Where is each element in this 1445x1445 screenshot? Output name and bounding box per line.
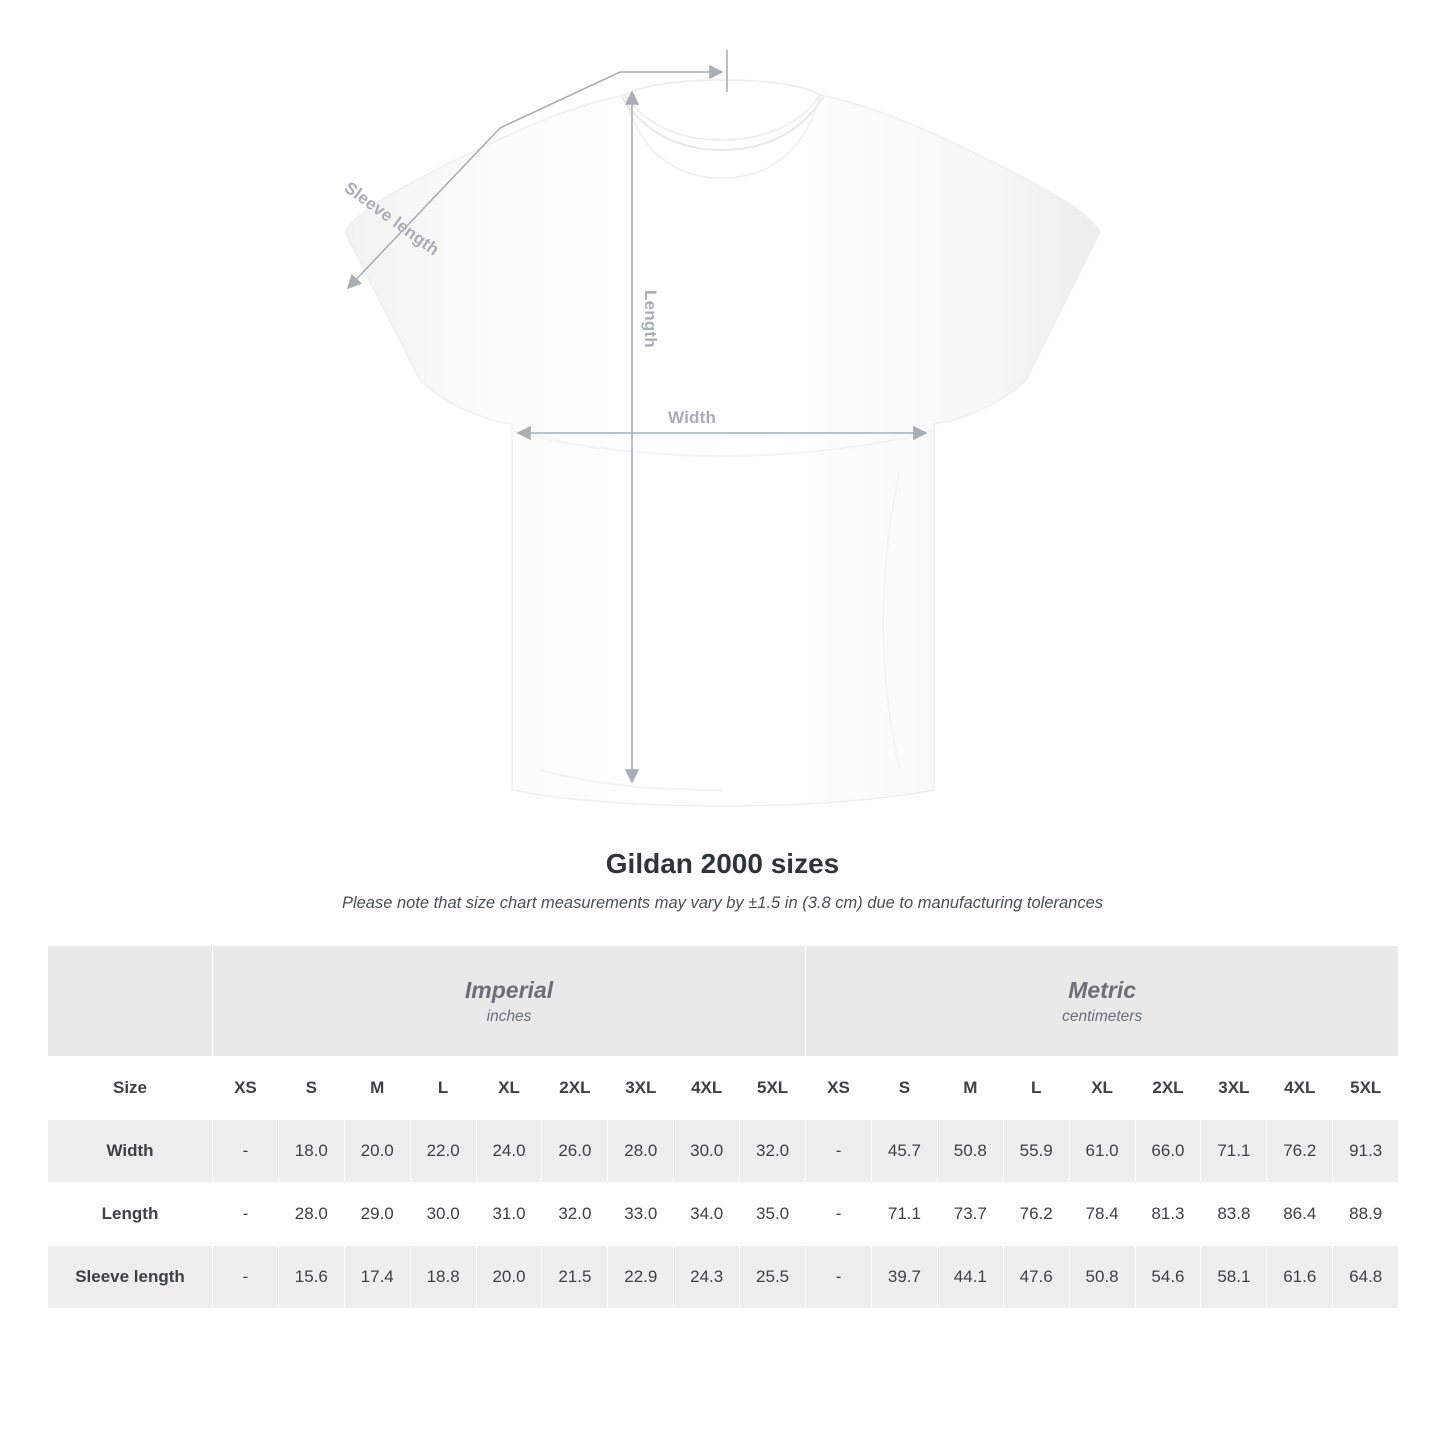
- size-header-row: [48, 1057, 1399, 1120]
- cell-length-metric-4xl: 86.4: [1267, 1183, 1333, 1246]
- cell-width-metric-4xl: 76.2: [1267, 1120, 1333, 1183]
- unit-header-metric: [806, 946, 1399, 1057]
- cell-length-imperial-2xl: 32.0: [542, 1183, 608, 1246]
- cell-sleeve-metric-4xl: 61.6: [1267, 1246, 1333, 1309]
- column-header-imperial-5xl: 5XL: [740, 1057, 806, 1120]
- column-header-metric-2xl: 2XL: [1135, 1057, 1201, 1120]
- column-header-metric-4xl: 4XL: [1267, 1057, 1333, 1120]
- cell-width-metric-5xl: 91.3: [1333, 1120, 1399, 1183]
- cell-sleeve-imperial-3xl: 22.9: [608, 1246, 674, 1309]
- unit-name-inches: inches: [486, 1007, 532, 1025]
- cell-sleeve-imperial-l: 18.8: [410, 1246, 476, 1309]
- cell-sleeve-metric-xl: 50.8: [1069, 1246, 1135, 1309]
- column-header-imperial-xl: XL: [476, 1057, 542, 1120]
- size-table-wrapper: [47, 945, 1398, 1309]
- unit-header-imperial: [213, 946, 806, 1057]
- cell-sleeve-imperial-5xl: 25.5: [740, 1246, 806, 1309]
- unit-system-imperial: Imperial: [464, 977, 554, 1004]
- cell-sleeve-metric-l: 47.6: [1003, 1246, 1069, 1309]
- cell-length-metric-xl: 78.4: [1069, 1183, 1135, 1246]
- cell-width-imperial-5xl: 32.0: [740, 1120, 806, 1183]
- cell-length-metric-xs: -: [806, 1183, 872, 1246]
- cell-length-imperial-s: 28.0: [278, 1183, 344, 1246]
- width-dimension-label: Width: [668, 408, 717, 427]
- column-header-imperial-4xl: 4XL: [674, 1057, 740, 1120]
- cell-sleeve-imperial-m: 17.4: [344, 1246, 410, 1309]
- length-dimension-label: Length: [641, 290, 660, 348]
- row-label-width: Width: [48, 1120, 213, 1183]
- column-header-imperial-m: M: [344, 1057, 410, 1120]
- cell-width-metric-m: 50.8: [937, 1120, 1003, 1183]
- cell-length-imperial-m: 29.0: [344, 1183, 410, 1246]
- cell-width-imperial-4xl: 30.0: [674, 1120, 740, 1183]
- column-header-metric-3xl: 3XL: [1201, 1057, 1267, 1120]
- table-row: [48, 1246, 1399, 1309]
- cell-length-metric-l: 76.2: [1003, 1183, 1069, 1246]
- row-label-length: Length: [48, 1183, 213, 1246]
- cell-length-imperial-xl: 31.0: [476, 1183, 542, 1246]
- cell-sleeve-imperial-xl: 20.0: [476, 1246, 542, 1309]
- column-header-imperial-l: L: [410, 1057, 476, 1120]
- cell-length-imperial-3xl: 33.0: [608, 1183, 674, 1246]
- column-header-metric-xs: XS: [806, 1057, 872, 1120]
- column-header-metric-m: M: [937, 1057, 1003, 1120]
- unit-name-centimeters: centimeters: [1062, 1007, 1143, 1025]
- size-table: [47, 945, 1399, 1309]
- column-header-metric-5xl: 5XL: [1333, 1057, 1399, 1120]
- cell-length-metric-5xl: 88.9: [1333, 1183, 1399, 1246]
- column-header-metric-l: L: [1003, 1057, 1069, 1120]
- cell-sleeve-imperial-2xl: 21.5: [542, 1246, 608, 1309]
- unit-header-row: [48, 946, 1399, 1057]
- cell-width-imperial-xs: -: [213, 1120, 279, 1183]
- page-title: Gildan 2000 sizes: [605, 848, 840, 879]
- cell-length-metric-s: 71.1: [871, 1183, 937, 1246]
- cell-sleeve-metric-5xl: 64.8: [1333, 1246, 1399, 1309]
- column-header-imperial-2xl: 2XL: [542, 1057, 608, 1120]
- cell-sleeve-metric-m: 44.1: [937, 1246, 1003, 1309]
- column-header-metric-s: S: [871, 1057, 937, 1120]
- cell-width-metric-s: 45.7: [871, 1120, 937, 1183]
- cell-length-metric-3xl: 83.8: [1201, 1183, 1267, 1246]
- cell-sleeve-imperial-s: 15.6: [278, 1246, 344, 1309]
- column-header-imperial-xs: XS: [213, 1057, 279, 1120]
- tolerance-note: Please note that size chart measurements may vary by ±1.5 in (3.8 cm) due to manufacturing tolerances: [341, 894, 1104, 912]
- unit-header-spacer: [48, 946, 213, 1057]
- cell-width-metric-xs: -: [806, 1120, 872, 1183]
- column-header-size: Size: [48, 1057, 213, 1120]
- table-row: [48, 1120, 1399, 1183]
- cell-width-metric-3xl: 71.1: [1201, 1120, 1267, 1183]
- row-label-sleeve-length: Sleeve length: [48, 1246, 213, 1309]
- column-header-imperial-s: S: [278, 1057, 344, 1120]
- cell-sleeve-metric-2xl: 54.6: [1135, 1246, 1201, 1309]
- cell-sleeve-metric-3xl: 58.1: [1201, 1246, 1267, 1309]
- cell-width-metric-l: 55.9: [1003, 1120, 1069, 1183]
- cell-length-imperial-xs: -: [213, 1183, 279, 1246]
- cell-length-imperial-5xl: 35.0: [740, 1183, 806, 1246]
- column-header-metric-xl: XL: [1069, 1057, 1135, 1120]
- cell-width-metric-2xl: 66.0: [1135, 1120, 1201, 1183]
- unit-system-metric: Metric: [1068, 977, 1137, 1004]
- cell-sleeve-imperial-4xl: 24.3: [674, 1246, 740, 1309]
- cell-width-imperial-l: 22.0: [410, 1120, 476, 1183]
- title-block: [0, 848, 1445, 913]
- cell-width-imperial-3xl: 28.0: [608, 1120, 674, 1183]
- sleeve-length-dimension-label: Sleeve length: [340, 178, 443, 260]
- column-header-imperial-3xl: 3XL: [608, 1057, 674, 1120]
- cell-width-metric-xl: 61.0: [1069, 1120, 1135, 1183]
- cell-width-imperial-m: 20.0: [344, 1120, 410, 1183]
- cell-sleeve-metric-xs: -: [806, 1246, 872, 1309]
- cell-width-imperial-2xl: 26.0: [542, 1120, 608, 1183]
- cell-length-imperial-l: 30.0: [410, 1183, 476, 1246]
- cell-width-imperial-s: 18.0: [278, 1120, 344, 1183]
- cell-length-metric-m: 73.7: [937, 1183, 1003, 1246]
- cell-length-metric-2xl: 81.3: [1135, 1183, 1201, 1246]
- table-row: [48, 1183, 1399, 1246]
- cell-length-imperial-4xl: 34.0: [674, 1183, 740, 1246]
- cell-sleeve-metric-s: 39.7: [871, 1246, 937, 1309]
- cell-width-imperial-xl: 24.0: [476, 1120, 542, 1183]
- cell-sleeve-imperial-xs: -: [213, 1246, 279, 1309]
